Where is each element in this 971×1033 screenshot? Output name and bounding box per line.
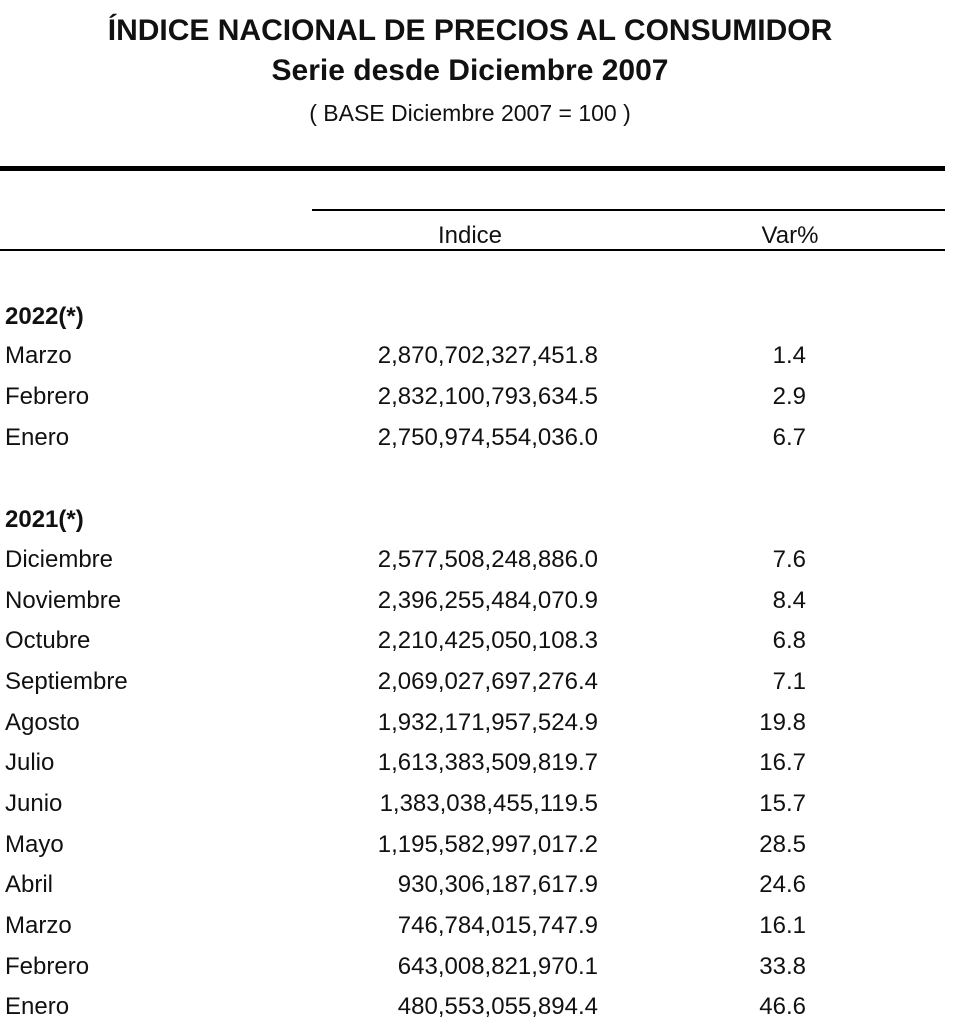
month-label: Mayo <box>5 831 64 858</box>
table-row <box>0 871 945 911</box>
var-value: 19.8 <box>759 709 806 736</box>
month-label: Enero <box>5 424 70 451</box>
month-label: Junio <box>5 790 63 817</box>
index-value: 2,832,100,793,634.5 <box>377 383 598 410</box>
year-heading-2022: 2022(*) <box>5 303 84 330</box>
table-row <box>0 587 945 627</box>
month-label: Enero <box>5 993 70 1020</box>
page-subtitle: Serie desde Diciembre 2007 <box>271 54 669 87</box>
table-row <box>0 546 945 586</box>
var-value: 8.4 <box>772 587 806 614</box>
table-row <box>0 709 945 749</box>
month-label: Febrero <box>5 383 90 410</box>
table-row <box>0 342 945 382</box>
index-value: 2,577,508,248,886.0 <box>377 546 598 573</box>
var-value: 7.1 <box>772 668 806 695</box>
index-value: 2,870,702,327,451.8 <box>377 342 598 369</box>
var-value: 16.1 <box>759 912 806 939</box>
index-value: 2,750,974,554,036.0 <box>377 424 598 451</box>
month-label: Septiembre <box>5 668 128 695</box>
var-value: 24.6 <box>759 871 806 898</box>
index-value: 1,195,582,997,017.2 <box>377 831 598 858</box>
table-row <box>0 953 945 993</box>
index-value: 746,784,015,747.9 <box>397 912 598 939</box>
index-value: 2,396,255,484,070.9 <box>377 587 598 614</box>
var-value: 33.8 <box>759 953 806 980</box>
var-value: 2.9 <box>772 383 806 410</box>
month-label: Julio <box>5 749 55 776</box>
table-row <box>0 749 945 789</box>
table-row <box>0 424 945 464</box>
month-label: Agosto <box>5 709 80 736</box>
page-title: ÍNDICE NACIONAL DE PRECIOS AL CONSUMIDOR <box>107 14 833 47</box>
var-value: 1.4 <box>772 342 806 369</box>
year-heading-2021: 2021(*) <box>5 506 84 533</box>
month-label: Octubre <box>5 627 91 654</box>
month-label: Noviembre <box>5 587 122 614</box>
month-label: Febrero <box>5 953 90 980</box>
table-row <box>0 383 945 423</box>
index-value: 2,069,027,697,276.4 <box>377 668 598 695</box>
index-value: 2,210,425,050,108.3 <box>377 627 598 654</box>
index-value: 480,553,055,894.4 <box>397 993 598 1020</box>
index-value: 930,306,187,617.9 <box>397 871 598 898</box>
table-row <box>0 993 945 1033</box>
var-value: 6.8 <box>772 627 806 654</box>
month-label: Diciembre <box>5 546 114 573</box>
table-row <box>0 912 945 952</box>
header-top-rule <box>312 209 945 211</box>
index-value: 1,613,383,509,819.7 <box>377 749 598 776</box>
var-value: 15.7 <box>759 790 806 817</box>
var-value: 6.7 <box>772 424 806 451</box>
column-header-indice: Indice <box>437 222 503 249</box>
index-value: 1,383,038,455,119.5 <box>379 790 598 817</box>
table-row <box>0 668 945 708</box>
table-row <box>0 831 945 871</box>
index-value: 1,932,171,957,524.9 <box>377 709 598 736</box>
index-value: 643,008,821,970.1 <box>397 953 598 980</box>
table-row <box>0 790 945 830</box>
var-value: 46.6 <box>759 993 806 1020</box>
table-row <box>0 627 945 667</box>
var-value: 16.7 <box>759 749 806 776</box>
month-label: Abril <box>5 871 54 898</box>
month-label: Marzo <box>5 342 72 369</box>
var-value: 28.5 <box>759 831 806 858</box>
column-header-var: Var% <box>761 222 819 249</box>
base-note: ( BASE Diciembre 2007 = 100 ) <box>309 100 631 126</box>
thick-divider <box>0 166 945 171</box>
var-value: 7.6 <box>772 546 806 573</box>
month-label: Marzo <box>5 912 72 939</box>
